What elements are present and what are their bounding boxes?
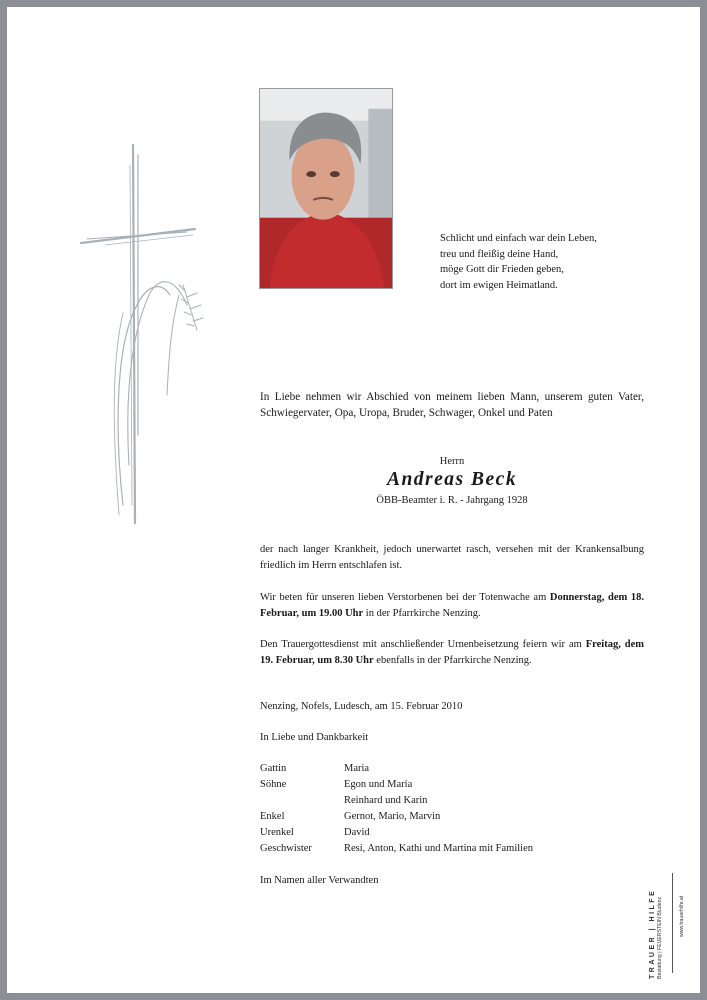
honorific: Herrn — [439, 456, 465, 467]
logo-divider — [672, 873, 673, 973]
family-role: Urenkel — [260, 827, 294, 838]
poem-line: dort im ewigen Heimatland. — [440, 279, 558, 291]
portrait-photo — [259, 88, 393, 289]
deceased-subtitle: ÖBB-Beamter i. R. - Jahrgang 1928 — [376, 495, 528, 506]
vigil-date: Donnerstag, dem 18. Februar, um 19.00 Uhr — [260, 592, 644, 619]
funeral-text: Den Trauergottesdienst mit anschließender Urnenbeisetzung feiern wir am — [260, 639, 586, 650]
family-role: Söhne — [260, 779, 287, 790]
poem-line: Schlicht und einfach war dein Leben, — [440, 233, 597, 244]
family-names: Reinhard und Karin — [344, 795, 428, 806]
cross-with-wheat-icon — [75, 135, 211, 530]
logo-line-1: TRAUER | HILFE — [649, 888, 656, 979]
logo-line-2: Bestattung | FEUERSTEIN Bludenz — [657, 896, 663, 979]
place-date: Nenzing, Nofels, Ludesch, am 15. Februar 2010 — [260, 701, 463, 712]
family-role: Enkel — [260, 811, 285, 822]
vigil-location: in der Pfarrkirche Nenzing. — [363, 608, 481, 619]
vigil-text: Wir beten für unseren lieben Verstorbenen bei der Totenwache am — [260, 592, 550, 603]
vigil-notice — [260, 590, 644, 622]
funeral-location: ebenfalls in der Pfarrkirche Nenzing. — [373, 655, 532, 666]
poem — [440, 231, 597, 293]
funeral-notice — [260, 637, 644, 669]
poem-line: treu und fleißig deine Hand, — [440, 248, 559, 260]
closing-line: In Liebe und Dankbarkeit — [260, 732, 369, 743]
funeral-home-website: www.trauerhilfe.at — [679, 895, 685, 937]
death-notice: der nach langer Krankheit, jedoch unerwartet rasch, versehen mit der Krankensalbung friedlich im Herrn entschlafen ist. — [260, 544, 644, 571]
family-names: Egon und Maria — [344, 779, 413, 790]
poem-line: möge Gott dir Frieden geben, — [440, 264, 564, 275]
funeral-date: Freitag, dem 19. Februar, um 8.30 Uhr — [260, 639, 644, 666]
family-names: David — [344, 827, 370, 838]
family-names: Maria — [344, 763, 370, 774]
family-role: Gattin — [260, 763, 287, 774]
funeral-home-logo — [648, 889, 664, 979]
family-names: Resi, Anton, Kathi und Martina mit Familien — [344, 843, 533, 854]
family-names: Gernot, Mario, Marvin — [344, 811, 441, 822]
family-role: Geschwister — [260, 843, 312, 854]
deceased-name: Andreas Beck — [386, 469, 518, 490]
intro-text: In Liebe nehmen wir Abschied von meinem lieben Mann, unserem guten Vater, Schwiegervater, Opa, Uropa, Bruder, Schwager, Onkel und Paten — [260, 391, 644, 419]
signature-line: Im Namen aller Verwandten — [260, 875, 379, 886]
